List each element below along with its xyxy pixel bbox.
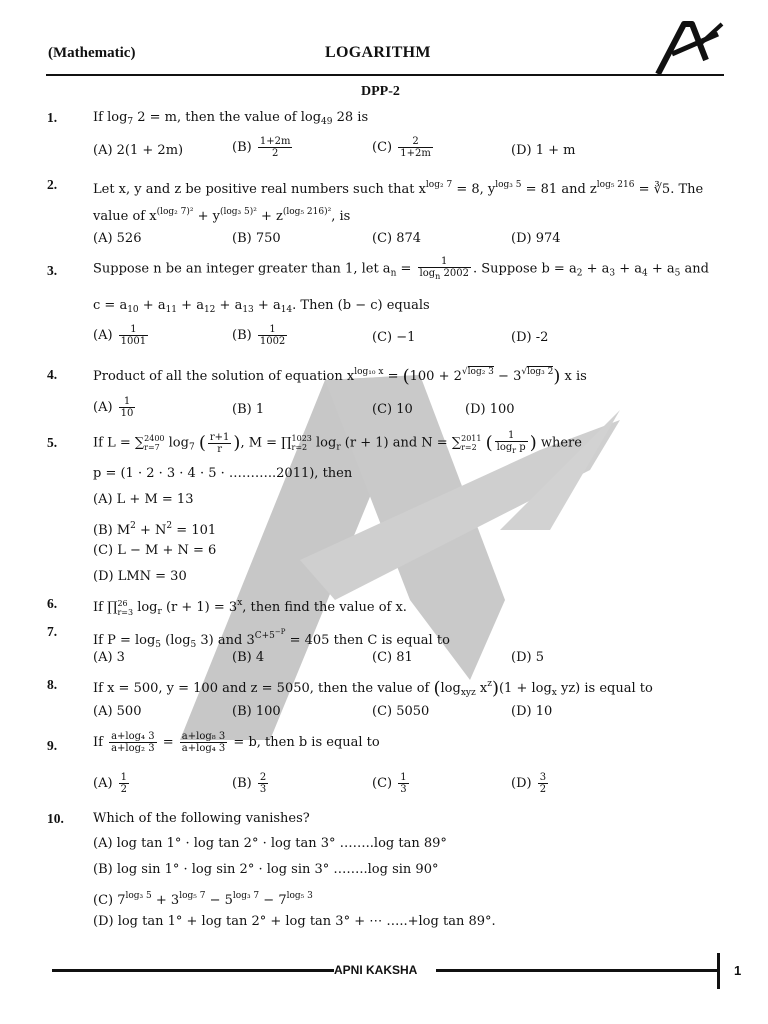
footer-rule-left <box>52 969 334 972</box>
q8-option-a: (A) 500 <box>93 704 142 719</box>
q3-option-d: (D) -2 <box>511 330 549 345</box>
q2-option-d: (D) 974 <box>511 231 561 246</box>
q5-option-d: (D) LMN = 30 <box>93 569 187 584</box>
worksheet-label: DPP-2 <box>361 84 400 99</box>
q5-option-c: (C) L − M + N = 6 <box>93 543 217 558</box>
q9-option-a: (A) $\frac{1}{2}$ <box>93 772 128 795</box>
question-5-line-1: If L = ∑2400 r=7 $\log_7$ ( $\frac{r+1}{r}$ ), M = ∏1023 r=2 $\log_r (r + 1)$ and N = ∑2011 r=2 ( $\frac{1}{\log_r p}$ ) where <box>93 430 582 455</box>
q2-option-c: (C) 874 <box>372 231 422 246</box>
question-3-line-1: Suppose n be an integer greater than 1, let $a_n$ = $\frac{1}{\log_n 2002}$ . Suppose $b = a_2 + a_3 + a_4 + a_5$ and <box>93 256 709 281</box>
subject-label: (Mathematic) <box>48 45 136 61</box>
question-8-text: If x = 500, y = 100 and z = 5050, then the value of ($\log_{xyz}$ $x^z)(1 + \log_x yz)$ is equal to <box>93 678 653 699</box>
q9-option-c: (C) $\frac{1}{3}$ <box>372 772 407 795</box>
header-divider <box>46 74 724 76</box>
question-1-text: If $\log_7 2 = m$, then the value of $\log_{49} 28$ is <box>93 110 369 127</box>
question-4-text: Product of all the solution of equation $x^{log_{10} x} = (100 + 2^{√log_2 3} - 3^{√log_3 2})$ x is <box>93 366 587 387</box>
q8-option-d: (D) 10 <box>511 704 553 719</box>
q4-option-b: (B) 1 <box>232 402 265 417</box>
q8-option-c: (C) 5050 <box>372 704 430 719</box>
question-9-text: If $\frac{\text{a+log₄ 3}}{\text{a+log₂ 3}}$ = $\frac{\text{a+log₈ 3}}{\text{a+log₄ 3}}$ = b, then b is equal to <box>93 731 380 754</box>
question-7-text: If $P = \log_5 (\log_5$ 3) and $3^{C+5^{-P}} = 405$ then C is equal to <box>93 628 450 650</box>
q2-option-a: (A) 526 <box>93 231 142 246</box>
q7-option-a: (A) 3 <box>93 650 125 665</box>
question-number: 2. <box>47 177 58 192</box>
q9-option-b: (B) $\frac{2}{3}$ <box>232 772 267 795</box>
question-number: 6. <box>47 596 58 611</box>
question-number: 10. <box>47 811 64 826</box>
q8-option-b: (B) 100 <box>232 704 281 719</box>
q1-option-c: (C) $\frac{2}{1+2m}$ <box>372 136 431 159</box>
q10-option-d: (D) log tan 1° + log tan 2° + log tan 3° + ⋯ …..+log tan 89°. <box>93 914 496 929</box>
question-number: 5. <box>47 435 58 450</box>
q9-option-d: (D) $\frac{3}{2}$ <box>511 772 547 795</box>
q3-option-c: (C) −1 <box>372 330 416 345</box>
footer-separator <box>717 953 720 989</box>
q7-option-b: (B) 4 <box>232 650 265 665</box>
q2-option-b: (B) 750 <box>232 231 281 246</box>
question-number: 1. <box>47 110 58 125</box>
q1-option-d: (D) 1 + m <box>511 143 576 158</box>
question-number: 9. <box>47 738 58 753</box>
question-2-line-2: value of $x^{(log_2 7)^2} + y^{(log_3 5)^2} + z^{(log_5 216)^2}$, is <box>93 207 351 224</box>
q5-option-a: (A) L + M = 13 <box>93 492 194 507</box>
page-title: LOGARITHM <box>325 44 431 61</box>
question-number: 7. <box>47 624 58 639</box>
footer-brand: APNI KAKSHA <box>334 963 418 977</box>
q1-option-a: (A) 2(1 + 2m) <box>93 143 184 158</box>
q10-option-c: (C) $7^{log_3 5} + 3^{log_5 7} - 5^{log_3 7} - 7^{log_5 3}$ <box>93 891 313 908</box>
q4-option-c: (C) 10 <box>372 402 413 417</box>
q5-option-b: (B) $M^2 + N^2 = 101$ <box>93 521 217 538</box>
question-6-text: If ∏26 r=3 $\log_r (r + 1) = 3^x$, then find the value of x. <box>93 598 407 617</box>
q7-option-c: (C) 81 <box>372 650 413 665</box>
q3-option-a: (A) $\frac{1}{1001}$ <box>93 324 147 347</box>
q1-option-b: (B) $\frac{1+2m}{2}$ <box>232 136 291 159</box>
question-number: 4. <box>47 367 58 382</box>
question-10-text: Which of the following vanishes? <box>93 811 310 826</box>
q10-option-a: (A) log tan 1° · log tan 2° · log tan 3° ……..log tan 89° <box>93 836 447 851</box>
question-5-line-2: p = (1 · 2 · 3 · 4 · 5 · ………..2011), then <box>93 466 353 481</box>
brand-logo-icon <box>652 20 724 76</box>
page-number: 1 <box>734 963 742 978</box>
q10-option-b: (B) log sin 1° · log sin 2° · log sin 3° ……..log sin 90° <box>93 862 439 877</box>
q4-option-d: (D) 100 <box>465 402 515 417</box>
question-number: 3. <box>47 263 58 278</box>
q4-option-a: (A) $\frac{1}{10}$ <box>93 396 134 419</box>
footer-rule-right <box>436 969 718 972</box>
q3-option-b: (B) $\frac{1}{1002}$ <box>232 324 286 347</box>
question-3-line-2: $c = a_{10} + a_{11} + a_{12} + a_{13} + a_{14}$. Then (b − c) equals <box>93 298 430 315</box>
q7-option-d: (D) 5 <box>511 650 544 665</box>
question-2-line-1: Let x, y and z be positive real numbers such that $x^{log_2 7} = 8$, $y^{log_3 5} = 81$ and $z^{log_5 216}$ = ∛5. The <box>93 180 704 197</box>
question-number: 8. <box>47 677 58 692</box>
